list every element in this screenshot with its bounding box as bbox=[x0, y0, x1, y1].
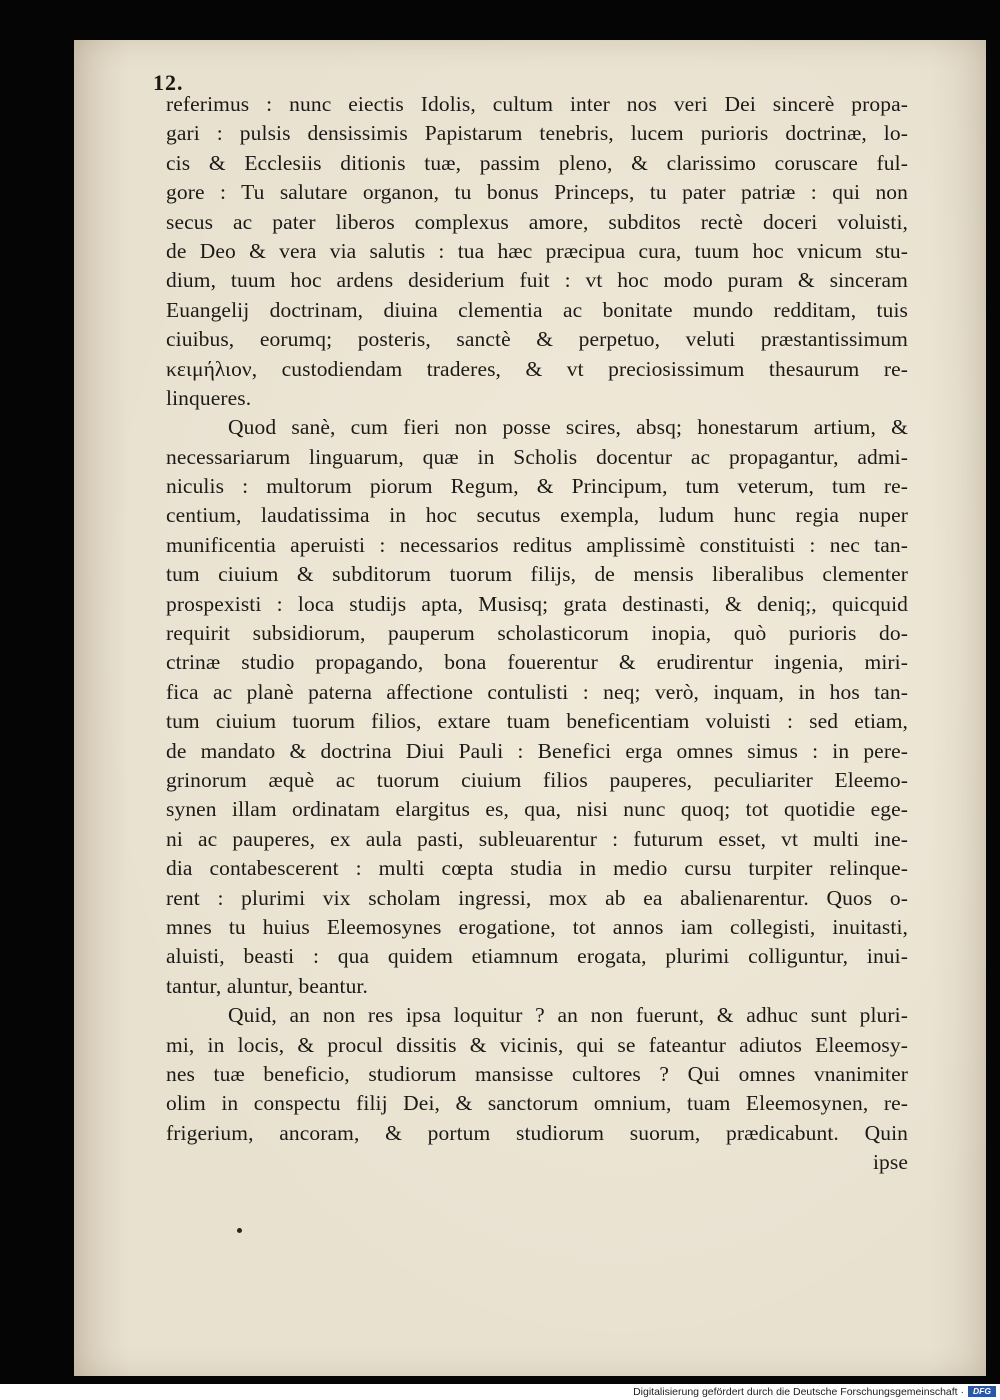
text-line: Quid, an non res ipsa loquitur ? an non fuerunt, & adhuc sunt pluri- bbox=[228, 1003, 908, 1028]
text-line: ni ac pauperes, ex aula pasti, subleuarentur : futurum esset, vt multi ine- bbox=[166, 826, 908, 851]
text-line: ipse bbox=[872, 1150, 908, 1175]
text-line: nes tuæ beneficio, studiorum mansisse cultores ? Qui omnes vnanimiter bbox=[166, 1061, 908, 1086]
dfg-logo: DFG bbox=[968, 1386, 996, 1397]
text-line: cis & Ecclesiis ditionis tuæ, passim pleno, & clarissimo coruscare ful- bbox=[166, 150, 908, 175]
text-line: dium, tuum hoc ardens desiderium fuit : vt hoc modo puram & sinceram bbox=[166, 268, 908, 293]
text-line: ciuibus, eorumq; posteris, sanctè & perpetuo, veluti præstantissimum bbox=[166, 327, 908, 352]
text-line: dia contabescerent : multi cœpta studia in medio cursu turpiter relinque- bbox=[166, 856, 908, 881]
body-text bbox=[166, 90, 908, 1177]
text-line: mnes tu huius Eleemosynes erogatione, tot annos iam collegisti, inuitasti, bbox=[166, 914, 908, 939]
text-line: κειμήλιον, custodiendam traderes, & vt preciosissimum thesaurum re- bbox=[166, 356, 908, 381]
text-line: Quod sanè, cum fieri non posse scires, absq; honestarum artium, & bbox=[228, 415, 908, 440]
page-number: 12. bbox=[153, 70, 184, 95]
text-line: munificentia aperuisti : necessarios reditus amplissimè constituisti : nec tan- bbox=[166, 532, 908, 557]
text-line: de mandato & doctrina Diui Pauli : Benefici erga omnes simus : in pere- bbox=[166, 738, 908, 763]
text-line: linqueres. bbox=[166, 385, 252, 410]
text-line: mi, in locis, & procul dissitis & vicinis, qui se fateantur adiutos Eleemosy- bbox=[166, 1032, 908, 1057]
text-line: necessariarum linguarum, quæ in Scholis docentur ac propagantur, admi- bbox=[166, 444, 908, 469]
text-line: gari : pulsis densissimis Papistarum tenebris, lucem purioris doctrinæ, lo- bbox=[166, 121, 908, 146]
text-line: tum ciuium & subditorum tuorum filijs, de mensis liberalibus clementer bbox=[166, 562, 908, 587]
text-line: tantur, aluntur, beantur. bbox=[166, 973, 368, 998]
text-line: centium, laudatissima in hoc secutus exempla, ludum hunc regia nuper bbox=[166, 503, 908, 528]
text-line: requirit subsidiorum, pauperum scholasticorum inopia, quò purioris do- bbox=[166, 621, 908, 646]
text-line: Euangelij doctrinam, diuina clementia ac bonitate mundo redditam, tuis bbox=[166, 297, 908, 322]
text-line: secus ac pater liberos complexus amore, subditos rectè doceri voluisti, bbox=[166, 209, 908, 234]
text-line: referimus : nunc eiectis Idolis, cultum inter nos veri Dei sincerè propa- bbox=[166, 92, 908, 116]
text-line: niculis : multorum piorum Regum, & Principum, tum veterum, tum re- bbox=[166, 474, 908, 499]
text-line: tum ciuium tuorum filios, extare tuam beneficentiam voluisti : sed etiam, bbox=[166, 709, 908, 734]
text-line: frigerium, ancoram, & portum studiorum suorum, prædicabunt. Quin bbox=[166, 1120, 908, 1145]
ink-dot bbox=[237, 1228, 242, 1233]
footer-credit: Digitalisierung gefördert durch die Deutsche Forschungsgemeinschaft · bbox=[633, 1386, 964, 1398]
text-line: gore : Tu salutare organon, tu bonus Princeps, tu pater patriæ : qui non bbox=[166, 180, 908, 205]
text-line: aluisti, beasti : qua quidem etiamnum erogata, plurimi colliguntur, inui- bbox=[166, 944, 908, 969]
text-line: prospexisti : loca studijs apta, Musisq; grata destinasti, & deniq;, quicquid bbox=[166, 591, 908, 616]
text-line: synen illam ordinatam elargitus es, qua, nisi nunc quoq; tot quotidie ege- bbox=[166, 797, 908, 822]
text-line: ctrinæ studio propagando, bona fouerentur & erudirentur ingenia, miri- bbox=[166, 650, 908, 675]
text-line: de Deo & vera via salutis : tua hæc præcipua cura, tuum hoc vnicum stu- bbox=[166, 238, 908, 263]
text-line: grinorum æquè ac tuorum ciuium filios pauperes, peculiariter Eleemo- bbox=[166, 767, 908, 792]
text-line: fica ac planè paterna affectione contulisti : neq; verò, inquam, in hos tan- bbox=[166, 679, 908, 704]
text-line: rent : plurimi vix scholam ingressi, mox ab ea abalienarentur. Quos o- bbox=[166, 885, 908, 910]
text-line: olim in conspectu filij Dei, & sanctorum omnium, tuam Eleemosynen, re- bbox=[166, 1091, 908, 1116]
